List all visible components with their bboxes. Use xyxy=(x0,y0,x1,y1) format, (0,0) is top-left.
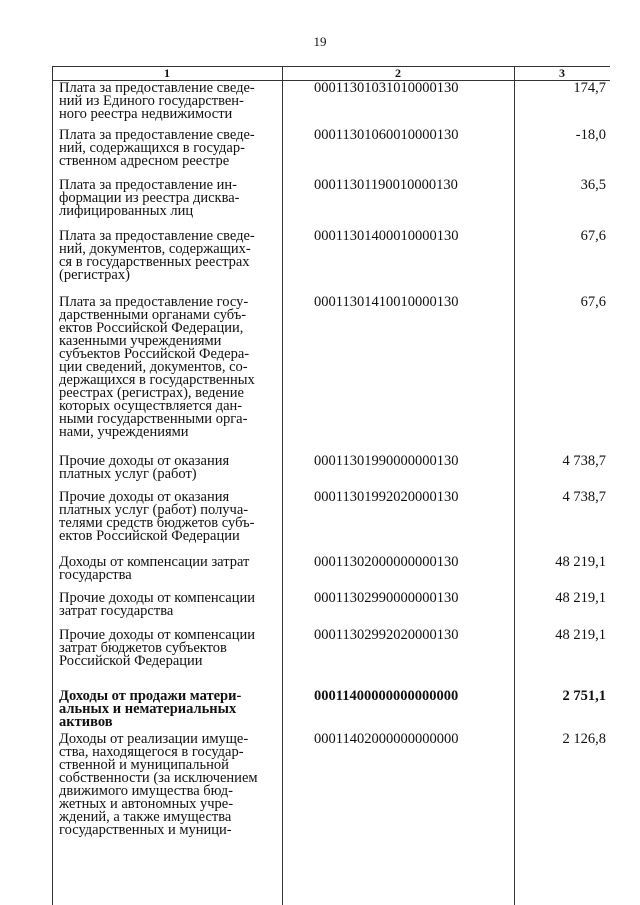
row-name: Плата за предоставление ин- формации из реестра дисква- лифицированных лиц xyxy=(59,177,240,219)
column-header-1: 1 xyxy=(164,66,170,80)
row-code: 00011301992020000130 xyxy=(314,489,459,505)
page-number: 19 xyxy=(313,34,327,49)
row-code: 00011301400010000130 xyxy=(314,228,459,244)
row-code: 00011302000000000130 xyxy=(314,554,459,570)
row-code: 00011301190010000130 xyxy=(314,177,458,193)
row-name: Прочие доходы от компенсации затрат бюджетов субъектов Российской Федерации xyxy=(59,627,256,669)
row-name: Плата за предоставление сведе- ний, документов, содержащих- ся в государственных реестрах (регистрах) xyxy=(59,228,255,283)
row-code: 00011301060010000130 xyxy=(314,127,459,143)
row-amount: 48 219,1 xyxy=(555,554,606,570)
row-amount: 4 738,7 xyxy=(562,453,606,469)
row-code: 00011402000000000000 xyxy=(314,731,459,747)
row-name: Прочие доходы от компенсации затрат государства xyxy=(59,590,256,619)
column-divider-1 xyxy=(282,66,283,905)
row-code: 00011301410010000130 xyxy=(314,294,459,310)
table-border-left xyxy=(52,66,53,905)
row-amount: 48 219,1 xyxy=(555,627,606,643)
row-amount: 174,7 xyxy=(573,80,606,96)
row-code: 00011302990000000130 xyxy=(314,590,459,606)
column-header-2: 2 xyxy=(395,66,401,80)
row-amount: 67,6 xyxy=(580,294,606,310)
row-amount: 4 738,7 xyxy=(562,489,606,505)
row-name: Доходы от реализации имуще- ства, находящегося в государ- ственной и муниципальной собственности (за исключением движимого имущества бюд- жетных и автономных учре- ждений, а также имущества государственных и муници- xyxy=(59,731,258,838)
revenue-table xyxy=(52,66,610,905)
row-code: 00011301990000000130 xyxy=(314,453,459,469)
row-code: 00011400000000000000 xyxy=(314,688,459,704)
row-amount: 67,6 xyxy=(580,228,606,244)
table-header-row xyxy=(52,66,610,81)
row-name: Плата за предоставление сведе- ний из Единого государствен- ного реестра недвижимости xyxy=(59,80,255,122)
row-name: Прочие доходы от оказания платных услуг (работ) получа- телями средств бюджетов субъ- ектов Российской Федерации xyxy=(59,489,255,544)
row-amount: 48 219,1 xyxy=(555,590,606,606)
row-code: 00011301031010000130 xyxy=(314,80,459,96)
row-name: Доходы от продажи матери- альных и нематериальных активов xyxy=(59,688,242,730)
row-amount: 2 126,8 xyxy=(562,731,606,747)
row-name: Прочие доходы от оказания платных услуг (работ) xyxy=(59,453,230,482)
row-amount: 2 751,1 xyxy=(562,688,606,704)
row-code: 00011302992020000130 xyxy=(314,627,459,643)
column-header-3: 3 xyxy=(559,66,565,80)
row-name: Плата за предоставление сведе- ний, содержащихся в государ- ственном адресном реестре xyxy=(59,127,255,169)
row-name: Плата за предоставление госу- дарственными органами субъ- ектов Российской Федерации, казенными учреждениями субъектов Российской Федера- ции сведений, документов, со- держащихся в государственных реестрах (регистрах), ведение которых осуществляется дан- ными государственными орга- нами, учреждениями xyxy=(59,294,255,440)
row-amount: 36,5 xyxy=(580,177,606,193)
row-name: Доходы от компенсации затрат государства xyxy=(59,554,250,583)
row-amount: -18,0 xyxy=(575,127,606,143)
